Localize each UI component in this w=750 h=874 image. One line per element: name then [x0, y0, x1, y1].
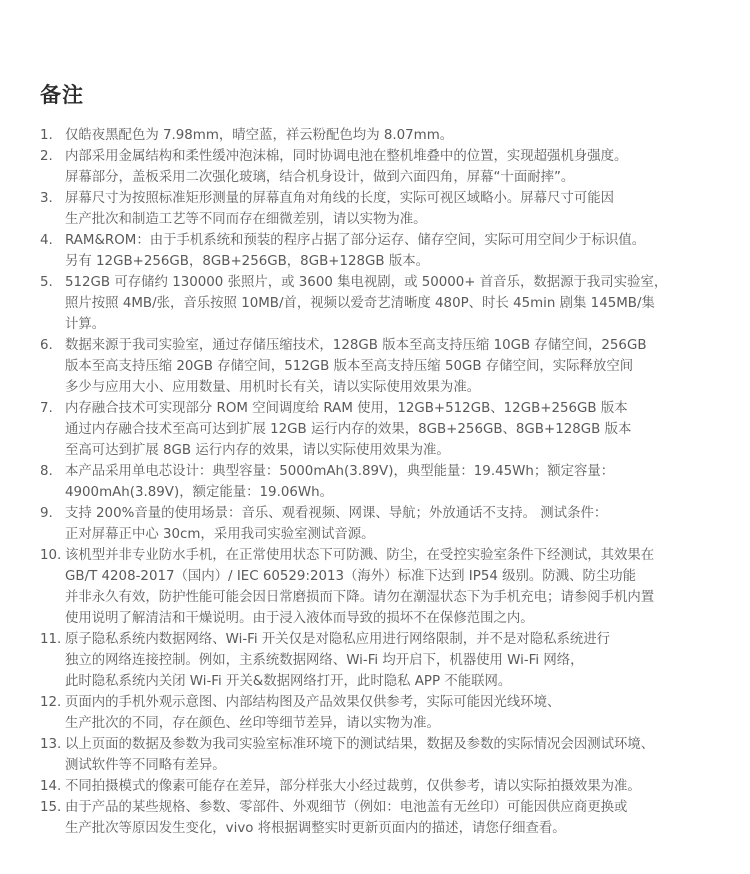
note-number: 12. — [40, 695, 62, 710]
note-line: 该机型并非专业防水手机，在正常使用状态下可防溅、防尘，在受控实验室条件下经测试，其效果在 — [65, 548, 655, 563]
note-item — [40, 461, 730, 503]
note-item — [40, 692, 730, 734]
note-text — [65, 797, 730, 839]
note-number: 8. — [40, 464, 53, 479]
note-text — [65, 461, 730, 503]
note-line: 原子隐私系统内数据网络、Wi-Fi 开关仅是对隐私应用进行网络限制，并不是对隐私系统进行 — [65, 632, 611, 647]
page-title: 备注 — [40, 83, 84, 107]
note-number: 9. — [40, 506, 53, 521]
note-item — [40, 230, 730, 272]
note-line: 此时隐私系统内关闭 Wi-Fi 开关&数据网络打开，此时隐私 APP 不能联网。 — [65, 674, 512, 689]
note-text — [65, 503, 730, 545]
note-line: 使用说明了解清洁和干燥说明。由于浸入液体而导致的损坏不在保修范围之内。 — [65, 611, 534, 626]
note-number: 13. — [40, 737, 62, 752]
note-text — [65, 125, 730, 146]
note-item — [40, 503, 730, 545]
note-text — [65, 545, 730, 629]
note-line: 内存融合技术可实现部分 ROM 空间调度给 RAM 使用，12GB+512GB、12GB+256GB 版本 — [65, 401, 628, 416]
note-line: 数据来源于我司实验室，通过存储压缩技术，128GB 版本至高支持压缩 10GB 存储空间，256GB — [65, 338, 647, 353]
note-item — [40, 146, 730, 188]
note-line: 并非永久有效，防护性能可能会因日常磨损而下降。请勿在潮湿状态下为手机充电；请参阅手机内置 — [65, 590, 655, 605]
note-line: 生产批次的不同，存在颜色、丝印等细节差异，请以实物为准。 — [65, 716, 440, 731]
note-text — [65, 335, 730, 398]
note-line: 屏幕部分，盖板采用二次强化玻璃，结合机身设计，做到六面四角，屏幕“十面耐摔”。 — [65, 170, 575, 185]
note-line: 支持 200%音量的使用场景：音乐、观看视频、网课、导航；外放通话不支持。 测试条件： — [65, 506, 608, 521]
note-line: 计算。 — [65, 317, 106, 332]
note-line: 4900mAh(3.89V)，额定能量：19.06Wh。 — [65, 485, 333, 500]
note-item — [40, 797, 730, 839]
note-line: 仅皓夜黑配色为 7.98mm，晴空蓝，祥云粉配色均为 8.07mm。 — [65, 128, 454, 143]
note-number: 5. — [40, 275, 53, 290]
note-number: 14. — [40, 779, 62, 794]
note-item — [40, 776, 730, 797]
note-line: 屏幕尺寸为按照标准矩形测量的屏幕直角对角线的长度，实际可视区域略小。屏幕尺寸可能因 — [65, 191, 615, 206]
note-item — [40, 734, 730, 776]
note-line: 多少与应用大小、应用数量、用机时长有关，请以实际使用效果为准。 — [65, 380, 481, 395]
note-item — [40, 272, 730, 335]
note-line: 512GB 可存储约 130000 张照片，或 3600 集电视剧，或 50000+ 首音乐，数据源于我司实验室， — [65, 275, 668, 290]
note-text — [65, 629, 730, 692]
note-item — [40, 125, 730, 146]
note-number: 2. — [40, 149, 53, 164]
note-line: GB/T 4208-2017（国内）/ IEC 60529:2013（海外）标准下达到 IP54 级别。防溅、防尘功能 — [65, 569, 637, 584]
note-number: 4. — [40, 233, 53, 248]
note-line: 独立的网络连接控制。例如，主系统数据网络、Wi-Fi 均开启下，机器使用 Wi-Fi 网络， — [65, 653, 584, 668]
note-number: 7. — [40, 401, 53, 416]
note-line: 以上页面的数据及参数为我司实验室标准环境下的测试结果，数据及参数的实际情况会因测试环境、 — [65, 737, 655, 752]
note-line: 生产批次等原因发生变化，vivo 将根据调整实时更新页面内的描述，请您仔细查看。 — [65, 821, 566, 836]
note-item — [40, 188, 730, 230]
note-text — [65, 146, 730, 188]
note-item — [40, 398, 730, 461]
note-text — [65, 188, 730, 230]
note-line: 页面内的手机外观示意图、内部结构图及产品效果仅供参考，实际可能因光线环境、 — [65, 695, 561, 710]
note-number: 6. — [40, 338, 53, 353]
note-line: RAM&ROM：由于手机系统和预装的程序占据了部分运存、储存空间，实际可用空间少于标识值。 — [65, 233, 646, 248]
note-text — [65, 230, 730, 272]
note-number: 10. — [40, 548, 62, 563]
note-line: 正对屏幕正中心 30cm，采用我司实验室测试音源。 — [65, 527, 375, 542]
note-line: 不同拍摄模式的像素可能存在差异，部分样张大小经过裁剪，仅供参考，请以实际拍摄效果为准。 — [65, 779, 641, 794]
note-text — [65, 692, 730, 734]
note-text — [65, 398, 730, 461]
note-line: 版本至高支持压缩 20GB 存储空间，512GB 版本至高支持压缩 50GB 存储空间，实际释放空间 — [65, 359, 634, 374]
note-text — [65, 734, 730, 776]
note-number: 11. — [40, 632, 62, 647]
note-line: 另有 12GB+256GB，8GB+256GB，8GB+128GB 版本。 — [65, 254, 430, 269]
note-text — [65, 776, 730, 797]
note-item — [40, 629, 730, 692]
note-item — [40, 335, 730, 398]
note-item — [40, 545, 730, 629]
note-line: 测试软件等不同略有差异。 — [65, 758, 226, 773]
note-number: 15. — [40, 800, 62, 815]
note-number: 1. — [40, 128, 53, 143]
notes-list — [40, 125, 730, 839]
note-line: 由于产品的某些规格、参数、零部件、外观细节（例如：电池盖有无丝印）可能因供应商更换或 — [65, 800, 628, 815]
note-line: 内部采用金属结构和柔性缓冲泡沫棉，同时协调电池在整机堆叠中的位置，实现超强机身强度。 — [65, 149, 628, 164]
note-line: 通过内存融合技术至高可达到扩展 12GB 运行内存的效果，8GB+256GB、8GB+128GB 版本 — [65, 422, 632, 437]
note-line: 本产品采用单电芯设计：典型容量：5000mAh(3.89V)，典型能量：19.45Wh；额定容量： — [65, 464, 615, 479]
note-text — [65, 272, 730, 335]
note-line: 生产批次和制造工艺等不同而存在细微差别，请以实物为准。 — [65, 212, 427, 227]
note-line: 至高可达到扩展 8GB 运行内存的效果，请以实际使用效果为准。 — [65, 443, 450, 458]
note-line: 照片按照 4MB/张，音乐按照 10MB/首，视频以爱奇艺清晰度 480P、时长 45min 剧集 145MB/集 — [65, 296, 655, 311]
note-number: 3. — [40, 191, 53, 206]
